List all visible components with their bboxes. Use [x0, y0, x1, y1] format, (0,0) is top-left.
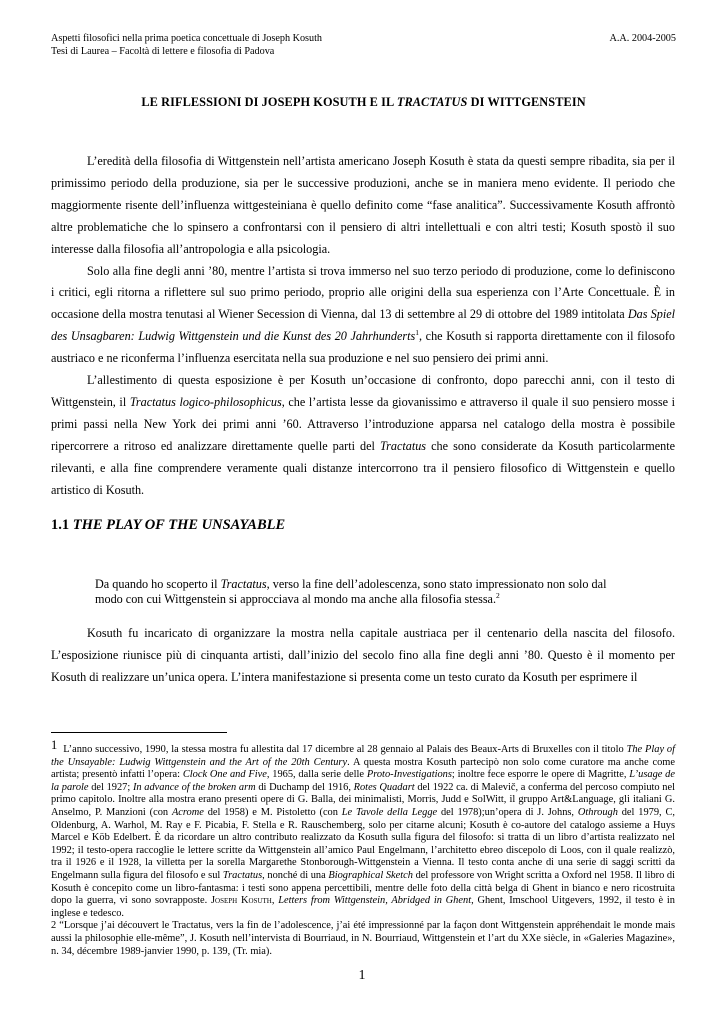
- body-text-continued: [51, 623, 675, 689]
- paragraph-3: [51, 370, 675, 501]
- footnote-1: [51, 739, 675, 920]
- footnote-1-number: 1: [51, 738, 58, 752]
- fn-italic: Acrome: [171, 806, 204, 818]
- tractatus-title: Tractatus: [380, 438, 427, 453]
- fn-author: Joseph Kosuth: [210, 895, 272, 907]
- fn-italic: Biographical Sketch: [328, 869, 413, 881]
- chapter-title-text: LE RIFLESSIONI DI JOSEPH KOSUTH E IL: [141, 95, 397, 109]
- section-heading: [51, 517, 285, 534]
- paragraph-2-tail: , che Kosuth si rapporta direttamente con il filosofo austriaco e ne riconferma l’influenza esercitata nella sua produzione e nel suo pensiero dei primi anni.: [51, 329, 675, 366]
- header-faculty: Tesi di Laurea – Facoltà di lettere e filosofia di Padova: [51, 46, 275, 57]
- fn-text: del 1979, C, Oldenburg, A. Warhol, M. Ray e F. Picabia, F. Stella e R. Rauschemberg, solo per citarne alcuni; Kosuth è co-autore del catalogo assieme a Huys Marcel e Köb Edelbert. È da ricordare un altro contributo realizzato da Kosuth sulla figura del filosofo: si tratta di un libro d’artista realizzato nel 1992; il testo-opera raccoglie le lettere scritte da Wittgenstein all’amico Paul Engelmann, l’architetto ebreo discepolo di Loos, con il quale realizzò, tra il 1926 e il 1928, la villetta per la sorella Margarethe Stonborough-Wittgenstein a Vienna. Il testo conta anche di una serie di saggi scritti da Engelmann sulla figura del filosofo e sul: [51, 806, 675, 881]
- section-title: THE PLAY OF THE UNSAYABLE: [72, 517, 286, 533]
- paragraph-3-tail: che sono considerate da Kosuth particolarmente rilevanti, e alla fine comprendere veramente quali distanze intercorrono tra il pensiero filosofico di Wittgenstein e quello artistico di Kosuth.: [51, 438, 675, 497]
- paragraph-2: [51, 261, 675, 371]
- paragraph-4: Kosuth fu incaricato di organizzare la mostra nella capitale austriaca per il centenario della nascita del filosofo. L’esposizione riunisce più di cinquanta artisti, dall’inizio del secolo fino alla fine degli anni ’80. Questo è il momento per Kosuth di realizzare un’unica opera. L’intera manifestazione si presenta come un testo curato da Kosuth per esprimere il: [51, 626, 675, 684]
- fn-text: del professore von Wright scritta a Oxford nel 1958. Il libro di Kosuth è concepito come un libro-fantasma: i testi sono appena percettibili, mentre delle foto della città belga di Ghent in bianco e nero ricostruita dopo la guerra, vi sono sovrapposte.: [51, 869, 675, 907]
- fn-italic: Othrough: [577, 806, 618, 818]
- chapter-title: [51, 95, 676, 110]
- exhibition-title: Das Spiel des Unsagbaren: Ludwig Wittgenstein und die Kunst des 20 Jahrhunderts: [51, 307, 676, 344]
- fn-text: , nonché di una: [262, 869, 329, 881]
- paragraph-2-text: Solo alla fine degli anni ’80, mentre l’artista si trova immerso nel suo terzo periodo di produzione, come lo definiscono i critici, egli ritorna a riflettere sul suo primo periodo, proprio alle origini della sua esperienza con l’Arte Concettuale. È in occasione della mostra tenutasi al Wiener Secession di Vienna, dal 13 di settembre al 29 di ottobre del 1989 intitolata: [51, 263, 675, 322]
- fn-italic: Tractatus: [222, 869, 263, 881]
- footnote-ref-1[interactable]: 1: [415, 328, 420, 338]
- fn-italic: L’usage de la parole: [51, 769, 675, 793]
- paragraph-1: L’eredità della filosofia di Wittgenstein nell’artista americano Joseph Kosuth è stata da questi sempre ribadita, sia per il primissimo periodo della produzione, sia per le successive produzioni, anche se in maniera meno evidente. Il periodo che maggiormente risente dell’influenza wittgesteiniana è quello definito come “fase analitica”. Successivamente Kosuth affrontò altre problematiche che lo spinsero a confrontarsi con il pensiero di altri intellettuali e con altri testi; Kosuth spostò il suo interesse dalla filosofia all’antropologia e alla psicologia.: [51, 154, 675, 256]
- fn-italic: The Play of the Unsayable: Ludwig Wittgenstein and the Art of the 20th Century: [51, 744, 675, 768]
- tractatus-full-title: Tractatus logico-philosophicus: [129, 394, 282, 409]
- header-academic-year: A.A. 2004-2005: [609, 33, 676, 44]
- fn-text: del 1927;: [88, 781, 133, 793]
- fn-text: ,: [271, 895, 279, 907]
- chapter-title-italic: TRACTATUS: [396, 95, 468, 109]
- header-thesis-title: Aspetti filosofici nella prima poetica concettuale di Joseph Kosuth: [51, 33, 323, 44]
- fn-italic: Rotes Quadart: [353, 781, 415, 793]
- body-text: [51, 151, 675, 502]
- paragraph-3-text: L’allestimento di questa esposizione è per Kosuth un’occasione di confronto, dopo parecchi anni, con il testo di Wittgenstein, il: [51, 373, 675, 409]
- running-header: [51, 32, 676, 58]
- fn-text: , Ghent, Imschool Uitgevers, 1992, il testo è in inglese e tedesco.: [51, 895, 675, 919]
- fn-text: , 1965, dalla serie delle: [266, 769, 367, 781]
- fn-text: di Duchamp del 1916,: [255, 781, 354, 793]
- fn-text: ; inoltre fece esporre le opere di Magritte,: [451, 769, 630, 781]
- footnote-separator: [51, 732, 227, 733]
- page-number: 1: [358, 968, 366, 983]
- quote-text: Da quando ho scoperto il: [95, 577, 221, 591]
- fn-italic: Letters from Wittgenstein, Abridged in Ghent: [278, 895, 472, 907]
- footnotes: [51, 739, 675, 958]
- fn-text: L’anno successivo, 1990, la stessa mostra fu allestita dal 17 dicembre al 28 gennaio al Palais des Beaux-Arts di Bruxelles con il titolo: [63, 744, 627, 755]
- fn-text: del 1958) e M. Pistoletto (con: [203, 806, 342, 818]
- footnote-2: 2 “Lorsque j’ai découvert le Tractatus, vers la fin de l’adolescence, j’ai été impressionné par la façon dont Wittgenstein appréhendait le monde mais aussi la philosophie elle-même”, J. Kosuth nell’intervista di Bourriaud, in N. Bourriaud, Wittgenstein et l’art du XXe siècle, in «Galeries Magazine», n. 34, décembre 1989-janvier 1990, p. 139, (Tr. mia).: [51, 920, 675, 957]
- fn-italic: Clock One and Five: [182, 769, 267, 781]
- fn-text: . A questa mostra Kosuth partecipò non solo come curatore ma anche come artista; presentò infatti l’opera:: [51, 756, 675, 781]
- fn-italic: Proto-Investigations: [366, 769, 452, 781]
- paragraph-3-middle: , che l’artista lesse da giovanissimo e attraverso il quale il suo pensiero mosse i primi passi nella New York dei primi anni ’60. Attraverso l’introduzione apparsa nel catalogo della mostra è possibile ripercorrere a ritroso ed analizzare direttamente quelle parti del: [51, 394, 675, 453]
- section-number: 1.1: [51, 517, 73, 533]
- fn-text: del 1978);un’opera di J. Johns,: [437, 806, 578, 818]
- footnote-ref-2[interactable]: 2: [496, 590, 500, 600]
- fn-text: del 1922 ca. di Malevič, a conferma del percoso compiuto nel primo capitolo. Inoltre alla mostra erano presenti opere di G. Balla, dei minimalisti, Morris, Judd e SolWitt, il gruppo Art&Language, gli italiani G. Anselmo, P. Manzioni (con: [51, 781, 676, 818]
- fn-italic: In advance of the broken arm: [132, 781, 256, 793]
- quote-tail: , verso la fine dell’adolescenza, sono stato impressionato non solo dal modo con cui Wittgenstein si approcciava al mondo ma anche alla filosofia stessa.: [95, 577, 607, 606]
- block-quote: [95, 577, 635, 607]
- fn-italic: Le Tavole della Legge: [341, 806, 438, 818]
- quote-tractatus: Tractatus: [220, 577, 267, 591]
- chapter-title-tail: DI WITTGENSTEIN: [467, 95, 586, 109]
